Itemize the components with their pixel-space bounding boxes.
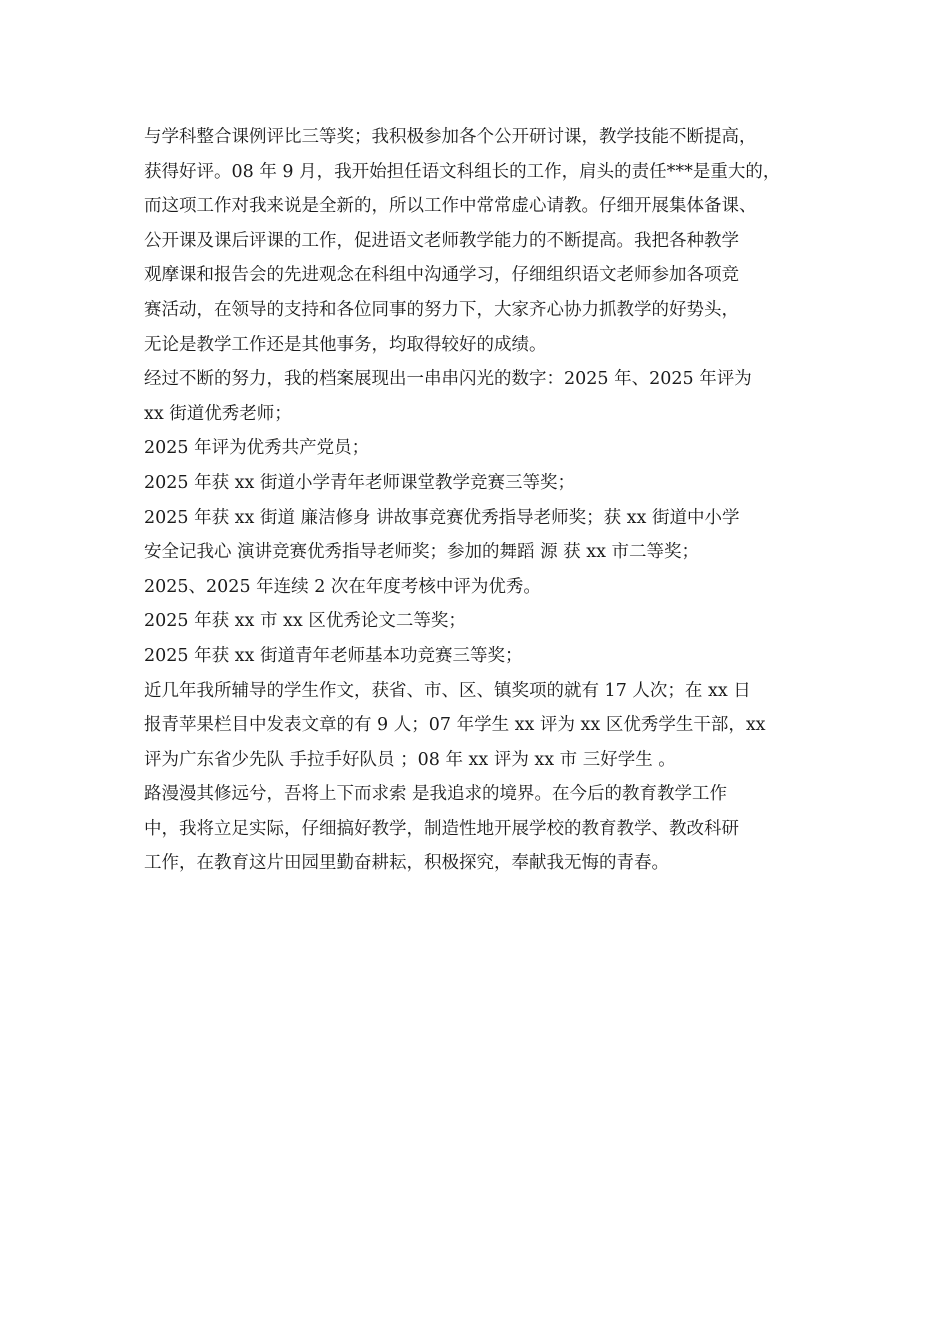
text-line: 经过不断的努力，我的档案展现出一串串闪光的数字：2025 年、2025 年评为 [144,369,752,390]
text-line: 2025 年获 xx 街道 廉洁修身 讲故事竞赛优秀指导老师奖；获 xx 街道中小学 [144,507,740,528]
text-line: 2025 年评为优秀共产党员； [144,438,370,459]
text-line: 2025、2025 年连续 2 次在年度考核中评为优秀。 [144,576,541,597]
text-line: 中，我将立足实际，仔细搞好教学，制造性地开展学校的教育教学、教改科研 [144,818,739,839]
text-line: 工作，在教育这片田园里勤奋耕耘，积极探究，奉献我无悔的青春。 [144,853,669,874]
text-line: 公开课及课后评课的工作，促进语文老师教学能力的不断提高。我把各种教学 [144,230,739,251]
text-line: 近几年我所辅导的学生作文，获省、市、区、镇奖项的就有 17 人次；在 xx 日 [144,680,751,701]
body-text [144,120,834,881]
text-line: 路漫漫其修远兮，吾将上下而求索 是我追求的境界。在今后的教育教学工作 [144,784,728,805]
text-line: 评为广东省少先队 手拉手好队员 ；08 年 xx 评为 xx 市 三好学生 。 [144,749,676,770]
text-line: 安全记我心 演讲竞赛优秀指导老师奖；参加的舞蹈 源 获 xx 市二等奖； [144,542,700,563]
text-line: xx 街道优秀老师； [144,403,292,424]
text-line: 获得好评。08 年 9 月，我开始担任语文科组长的工作，肩头的责任***是重大的， [144,161,781,182]
text-line: 赛活动，在领导的支持和各位同事的努力下，大家齐心协力抓教学的好势头， [144,299,739,320]
text-line: 2025 年获 xx 市 xx 区优秀论文二等奖； [144,611,466,632]
text-line: 而这项工作对我来说是全新的，所以工作中常常虚心请教。仔细开展集体备课、 [144,196,757,217]
text-line: 观摩课和报告会的先进观念在科组中沟通学习，仔细组织语文老师参加各项竞 [144,265,739,286]
text-line: 2025 年获 xx 街道小学青年老师课堂教学竞赛三等奖； [144,472,575,493]
text-line: 无论是教学工作还是其他事务，均取得较好的成绩。 [144,334,547,355]
text-line: 报青苹果栏目中发表文章的有 9 人；07 年学生 xx 评为 xx 区优秀学生干部，xx [144,715,766,736]
text-line: 与学科整合课例评比三等奖；我积极参加各个公开研讨课，教学技能不断提高， [144,127,757,147]
text-line: 2025 年获 xx 街道青年老师基本功竞赛三等奖； [144,645,523,666]
